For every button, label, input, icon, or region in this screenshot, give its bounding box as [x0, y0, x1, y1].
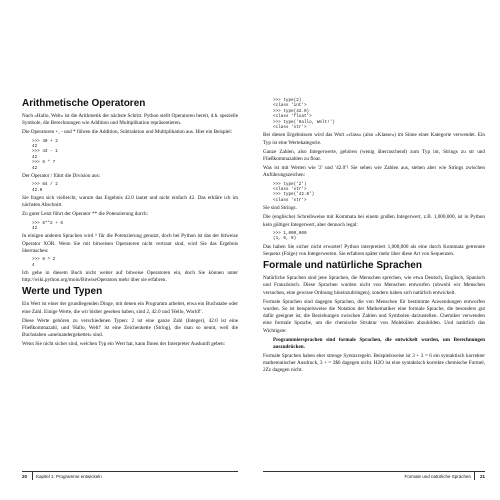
paragraph: Die (englische) Schreibweise mit Kommata bei einem großen Integerwert, z.B. 1,000,000, ist in Python kein gültiger Integerwert, aber dennoch legal: — [263, 214, 485, 228]
paragraph: Formale Sprachen sind dagegen Sprachen, die von Menschen für bestimmte Anwendungen entworfen wurden. So ist beispielsweise die Notation der Mathematiker eine formale Sprache, die besonders gut dafür geeignet ist, die Beziehungen zwischen Zahlen und Symbolen darzustellen. Chemiker verwenden eine formale Sprache, um die chemische Struktur von Molekülen abzubilden. Und natürlich das Wichtigste: — [263, 298, 485, 334]
paragraph: Diese Werte gehören zu verschiedenen Typen: 2 ist eine ganze Zahl (Integer), 42.0 ist eine Fließkommazahl, und 'Hallo, Welt!' ist eine Zeichenkette (String), die man so nennt, weil die Buchstaben »aneinandergekettet« sind. — [22, 317, 238, 339]
paragraph: Was ist mit Werten wie '2' und '42.0'? Sie sehen wie Zahlen aus, stehen aber wie Strings zwischen Anführungszeichen: — [263, 165, 485, 179]
paragraph: Der Operator / führt die Division aus: — [22, 173, 101, 180]
paragraph: Ich gehe in diesem Buch nicht weiter auf bitweise Operatoren ein, doch Sie können unter http://wiki.python.org/moin/BitwiseOperators mehr über sie erfahren. — [22, 269, 238, 284]
code-block: >>> type(2) <class 'int'> >>> type(42.0) <class 'float'> >>> type('Hallo, Welt!') <class 'str'> — [273, 98, 335, 131]
left-page-column — [22, 98, 238, 351]
right-page-column — [263, 98, 485, 376]
paragraph: In einigen anderen Sprachen wird ^ für die Potenzierung genutzt, doch bei Python ist das der bitweise Operator XOR. Wenn Sie mit bitweisen Operatoren nicht vertraut sind, wird Sie das Ergebnis überraschen: — [22, 233, 238, 254]
paragraph: Das haben Sie sicher nicht erwartet! Python interpretiert 1,000,000 als eine durch Kommata getrennte Sequenz (Folge) von Integerwerten. Sie erfahren später mehr über diese Art von Sequenzen. — [263, 243, 485, 257]
paragraph: Natürliche Sprachen sind jene Sprachen, die Menschen sprechen, wie etwa Deutsch, Englisch, Spanisch und Französisch. Diese Sprachen wurden nicht von Menschen entworfen (obwohl wir Menschen versuchen, eine gewisse Ordnung hineinzubringen), sondern haben sich natürlich entwickelt. — [263, 275, 485, 296]
paragraph: Ganze Zahlen, also Integerwerte, gehören (wenig überraschend) zum Typ int, Strings zu str und Fließkommazahlen zu float. — [263, 148, 485, 163]
code-block: >>> 40 + 2 42 >>> 43 - 1 42 >>> 6 * 7 42 — [32, 138, 58, 171]
page-number: 21 — [479, 474, 485, 479]
code-block: >>> 84 / 2 42.0 — [32, 182, 58, 193]
paragraph: Zu guter Letzt führt der Operator ** die Potenzierung durch: — [22, 211, 149, 218]
code-block: >>> 1,000,000 (1, 0, 0) — [273, 230, 307, 242]
heading-arithmetic-operators: Arithmetische Operatoren — [22, 98, 146, 109]
heading-formal-natural-languages: Formale und natürliche Sprachen — [263, 260, 422, 272]
paragraph: Formale Sprachen haben eher strenge Syntaxregeln. Beispielsweise ist 3 + 3 = 6 ein syntaktisch korrekter mathematischer Ausdruck, 3 + = 3$6 dagegen nicht. H2O ist eine syntaktisch korrekte chemische Formel, 2Zz dagegen nicht. — [263, 352, 485, 374]
paragraph: Nach »Hallo, Welt« ist die Arithmetik der nächste Schritt. Python stellt Operatoren bereit, d.h. spezielle Symbole, die Berechnungen wie Addition und Multiplikation repräsentieren. — [22, 113, 238, 127]
running-title: Kapitel 1: Programme entwickeln — [36, 474, 102, 479]
paragraph: Sie fragen sich vielleicht, warum das Ergebnis 42.0 lautet und nicht einfach 42. Das erkläre ich im nächsten Abschnitt. — [22, 195, 238, 209]
running-title: Formale und natürliche Sprachen — [404, 474, 471, 479]
code-block: >>> type('2') <class 'str'> >>> type('42.0') <class 'str'> — [273, 181, 315, 203]
paragraph: Die Operatoren +, - und * führen die Addition, Subtraktion und Multiplikation aus. Hier ein Beispiel: — [22, 129, 233, 136]
code-block: >>> 6**2 + 6 42 — [32, 220, 63, 232]
right-page — [250, 0, 500, 500]
code-block: >>> 6 ^ 2 4 — [32, 257, 56, 268]
footer-separator — [474, 472, 475, 480]
paragraph: Bei diesen Ergebnissen wird das Wort »class« (also »Klasse«) im Sinne einer Kategorie verwendet. Ein Typ ist eine Wertekategorie. — [263, 132, 485, 146]
paragraph: Wenn Sie nicht sicher sind, welchen Typ ein Wert hat, kann Ihnen der Interpreter Auskunft geben: — [22, 341, 226, 348]
blockquote: Programmiersprachen sind formale Sprachen, die entwickelt wurden, um Berechnungen auszudrücken. — [273, 336, 485, 350]
left-page-footer — [22, 471, 238, 482]
paragraph: Sie sind Strings. — [263, 205, 297, 212]
heading-values-and-types: Werte und Typen — [22, 286, 103, 298]
page-number: 20 — [22, 474, 28, 479]
footer-separator — [32, 472, 33, 480]
right-page-footer — [263, 471, 485, 482]
paragraph: Ein Wert ist einer der grundlegenden Dinge, mit denen ein Programm arbeitet, etwa ein Buchstabe oder eine Zahl. Einige Werte, die wir bisher gesehen haben, sind 2, 42.0 und 'Hello, World!'. — [22, 301, 238, 315]
